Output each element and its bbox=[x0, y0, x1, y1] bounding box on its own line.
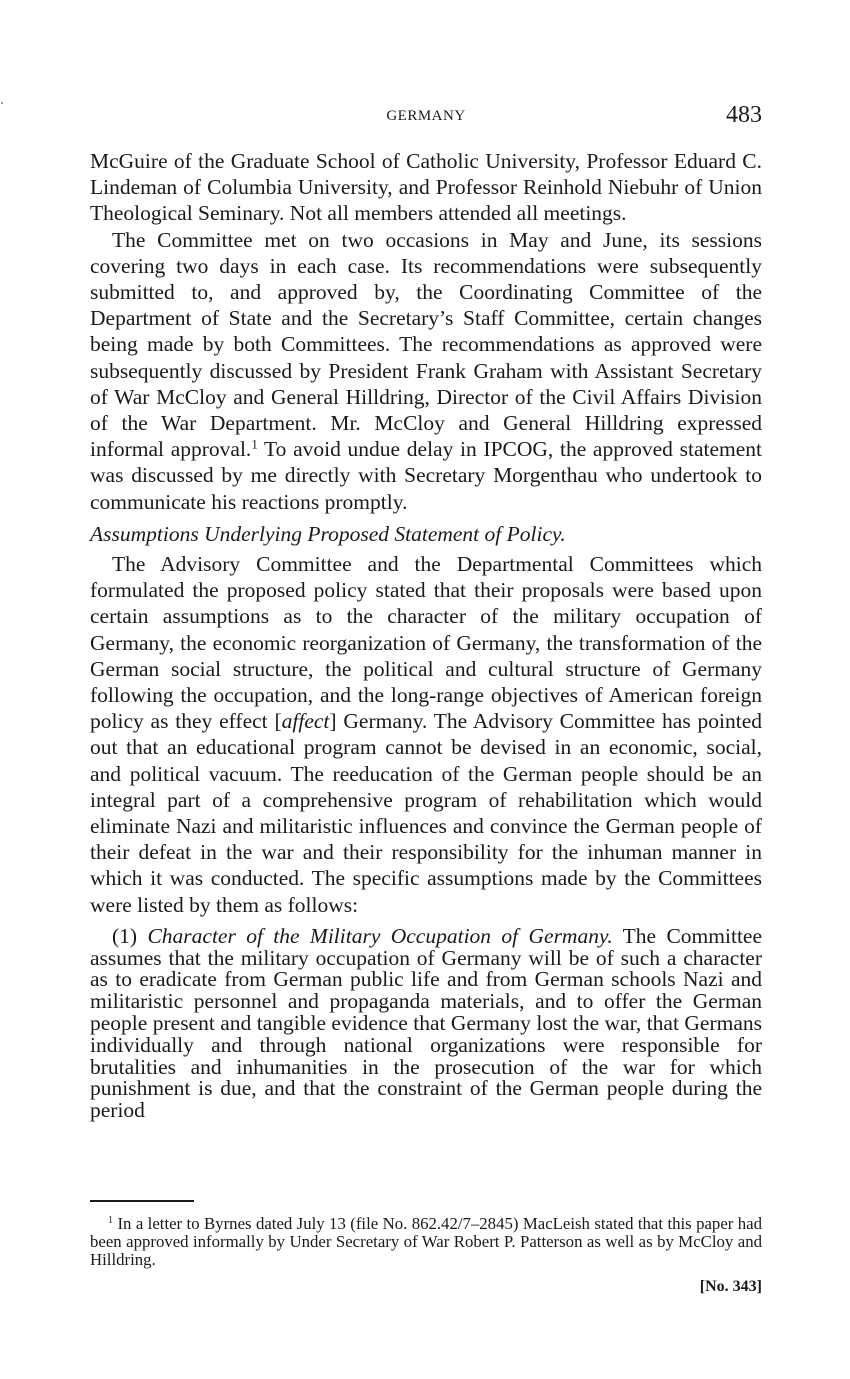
paragraph-continued: McGuire of the Graduate School of Catholic University, Professor Eduard C. Lindeman of Columbia University, and Professor Reinhold Niebuhr of Union Theological Seminary. Not all members attended all meetings. bbox=[90, 149, 762, 226]
scan-speck bbox=[1, 102, 3, 104]
page-number: 483 bbox=[726, 102, 762, 128]
paragraph-text: The Committee met on two occasions in May and June, its sessions covering two days in each case. Its recommendations were subsequently submitted to, and approved by, the Coordinating Committee of the Department of State and the Secretary’s Staff Committee, certain changes being made by both Committees. The recommendations as approved were subsequently discussed by President Frank Graham with Assistant Secretary of War McCloy and General Hilldring, Director of the Civil Affairs Division of the War Department. Mr. McCloy and General Hilldring expressed informal approval. bbox=[90, 227, 762, 462]
body-text bbox=[90, 148, 762, 1122]
footnotes bbox=[90, 1215, 762, 1269]
list-item-text: The Committee assumes that the military occupation of Germany will be of such a character as to eradicate from German public life and from German schools Nazi and militaristic personnel and propaganda materials, and to offer the German people present and tangible evidence that Germany lost the war, that Germans individually and through national organizations were responsible for brutalities and inhumanities in the prosecution of the war for which punishment is due, and that the constraint of the German people during the period bbox=[90, 923, 763, 1123]
footnote-1 bbox=[90, 1215, 762, 1269]
running-title: GERMANY bbox=[386, 108, 466, 124]
section-heading: Assumptions Underlying Proposed Statement of Policy. bbox=[90, 521, 566, 546]
paragraph-text: ] Germany. The Advisory Committee has pointed out that an educational program cannot be devised in an economic, social, and political vacuum. The reeducation of the German people should be an integral part of a comprehensive program of rehabilitation which would eliminate Nazi and militaristic influences and convince the German people of their defeat in the war and their responsibility for the inhuman manner in which it was conducted. The specific assumptions made by the Committees were listed by them as follows: bbox=[90, 709, 763, 917]
paragraph-text: To avoid undue delay in IPCOG, the approved statement was discussed by me directly with Secretary Morgenthau who undertook to communicate his reactions promptly. bbox=[90, 437, 762, 514]
paragraph-text: The Advisory Committee and the Departmental Committees which formulated the proposed policy stated that their proposals were based upon certain assumptions as to the character of the military occupation of Germany, the economic reorganization of Germany, the transformation of the German social structure, the political and cultural structure of Germany following the occupation, and the long-range objectives of American foreign policy as they effect [ bbox=[90, 552, 762, 734]
list-item-1 bbox=[90, 923, 763, 1123]
footnote-divider bbox=[90, 1200, 194, 1202]
footnote-marker: 1 bbox=[108, 1214, 114, 1226]
footnote-reference[interactable]: 1 bbox=[251, 437, 258, 452]
editorial-correction: affect bbox=[281, 709, 330, 734]
paragraph-assumptions bbox=[90, 551, 762, 918]
footnote-text: In a letter to Byrnes dated July 13 (file No. 862.42/7–2845) MacLeish stated that this paper had been approved informally by Under Secretary of War Robert P. Patterson as well as by McCloy and Hilldring. bbox=[90, 1214, 762, 1269]
running-header bbox=[90, 104, 762, 132]
document-number: [No. 343] bbox=[699, 1278, 762, 1295]
paragraph-committee-meetings bbox=[90, 227, 762, 515]
list-item-title: Character of the Military Occupation of Germany. bbox=[147, 923, 613, 948]
list-item-number: (1) bbox=[112, 923, 138, 948]
